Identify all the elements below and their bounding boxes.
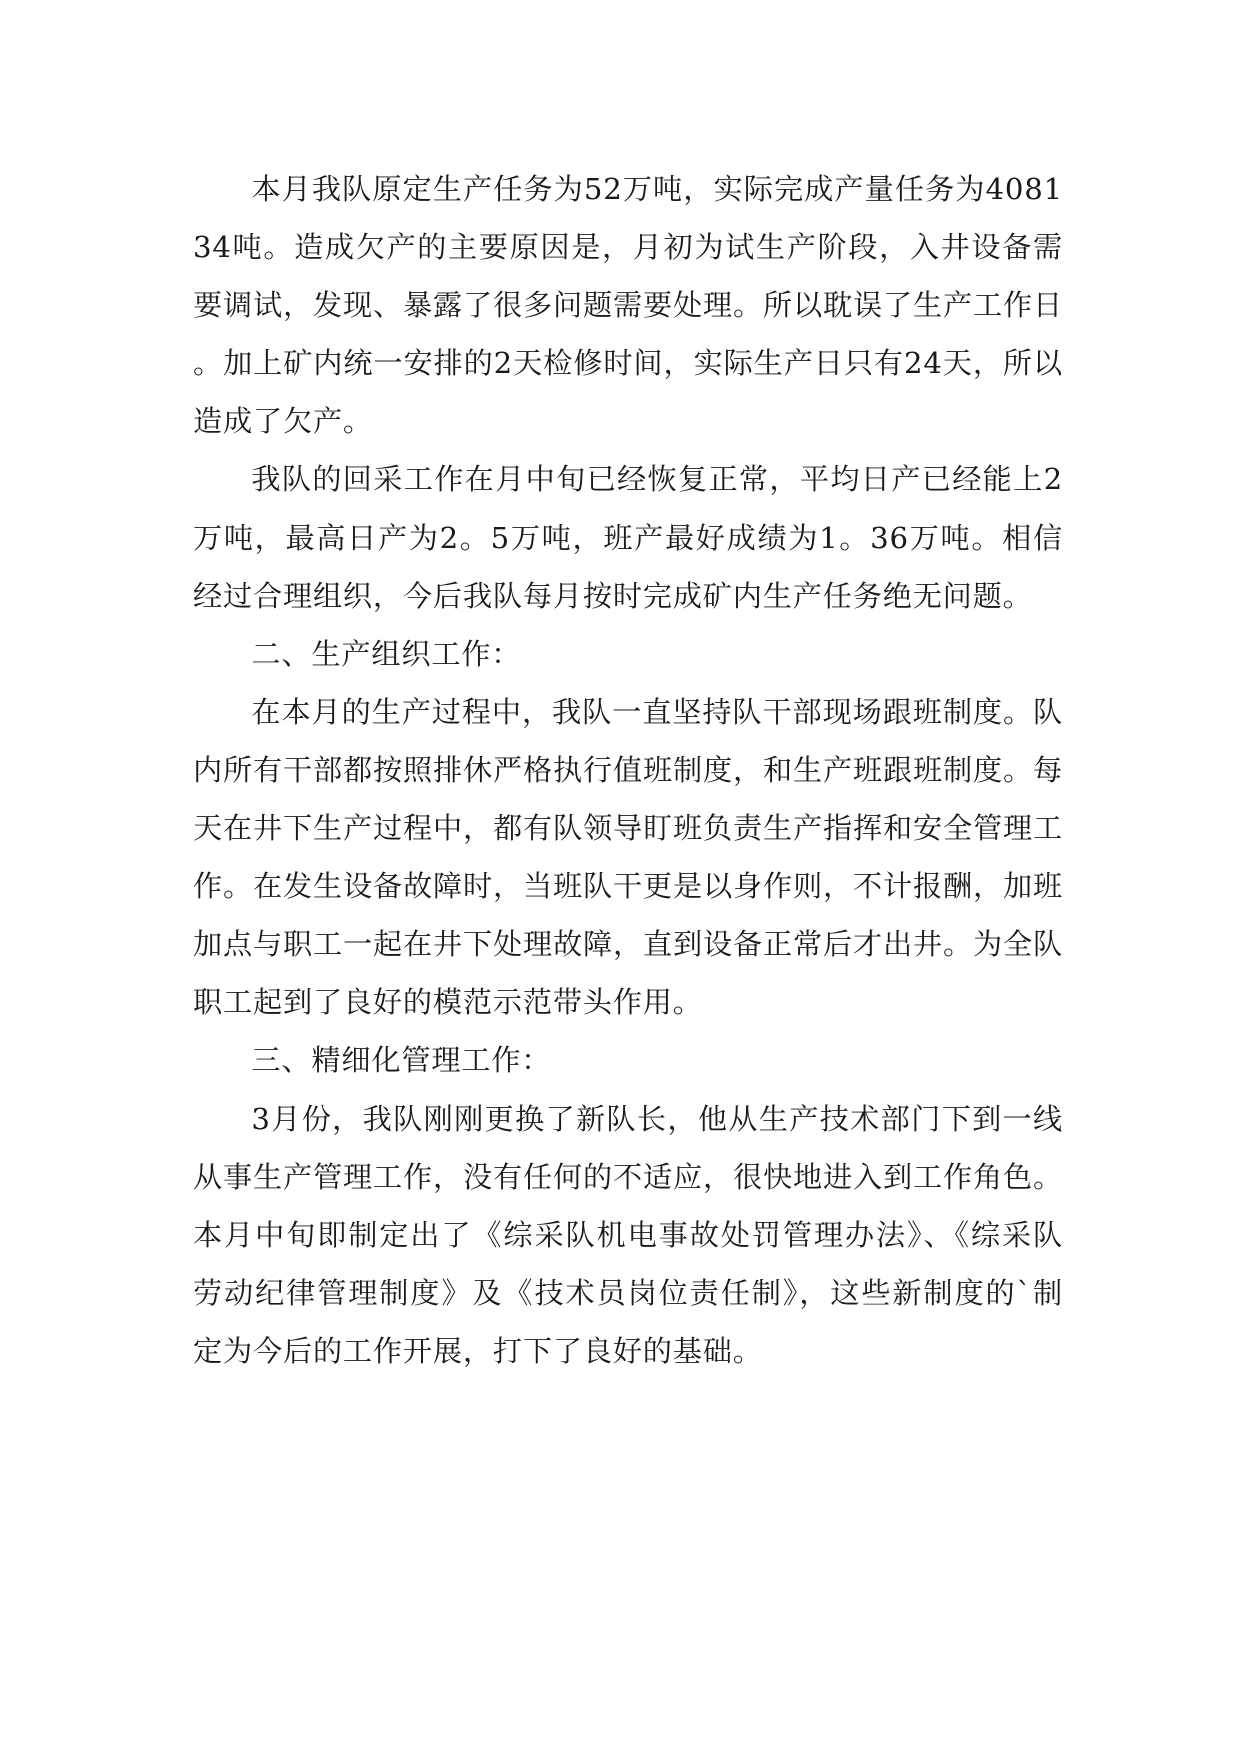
paragraph-mining-recovery: 我队的回采工作在月中旬已经恢复正常，平均日产已经能上2万吨，最高日产为2。5万吨，班产最好成绩为1。36万吨。相信经过合理组织，今后我队每月按时完成矿内生产任务绝无问题。 bbox=[193, 462, 1063, 613]
paragraph-production-shortfall: 本月我队原定生产任务为52万吨，实际完成产量任务为408134吨。造成欠产的主要原因是，月初为试生产阶段，入井设备需要调试，发现、暴露了很多问题需要处理。所以耽误了生产工作日。加上矿内统一安排的2天检修时间，实际生产日只有24天，所以造成了欠产。 bbox=[193, 172, 1063, 439]
document-body bbox=[193, 160, 1063, 1380]
section-heading-production-organization: 二、生产组织工作： bbox=[251, 636, 522, 671]
paragraph-new-regulations: 3月份，我队刚刚更换了新队长，他从生产技术部门下到一线从事生产管理工作，没有任何的不适应，很快地进入到工作角色。本月中旬即制定出了《综采队机电事故处罚管理办法》、《综采队劳动纪律管理制度》及《技术员岗位责任制》，这些新制度的`制定为今后的工作开展，打下了良好的基础。 bbox=[193, 1101, 1063, 1368]
section-heading-refined-management: 三、精细化管理工作： bbox=[251, 1043, 552, 1078]
paragraph-shift-leadership: 在本月的生产过程中，我队一直坚持队干部现场跟班制度。队内所有干部都按照排休严格执行值班制度，和生产班跟班制度。每天在井下生产过程中，都有队领导盯班负责生产指挥和安全管理工作。在发生设备故障时，当班队干更是以身作则，不计报酬，加班加点与职工一起在井下处理故障，直到设备正常后才出井。为全队职工起到了良好的模范示范带头作用。 bbox=[193, 694, 1063, 1020]
